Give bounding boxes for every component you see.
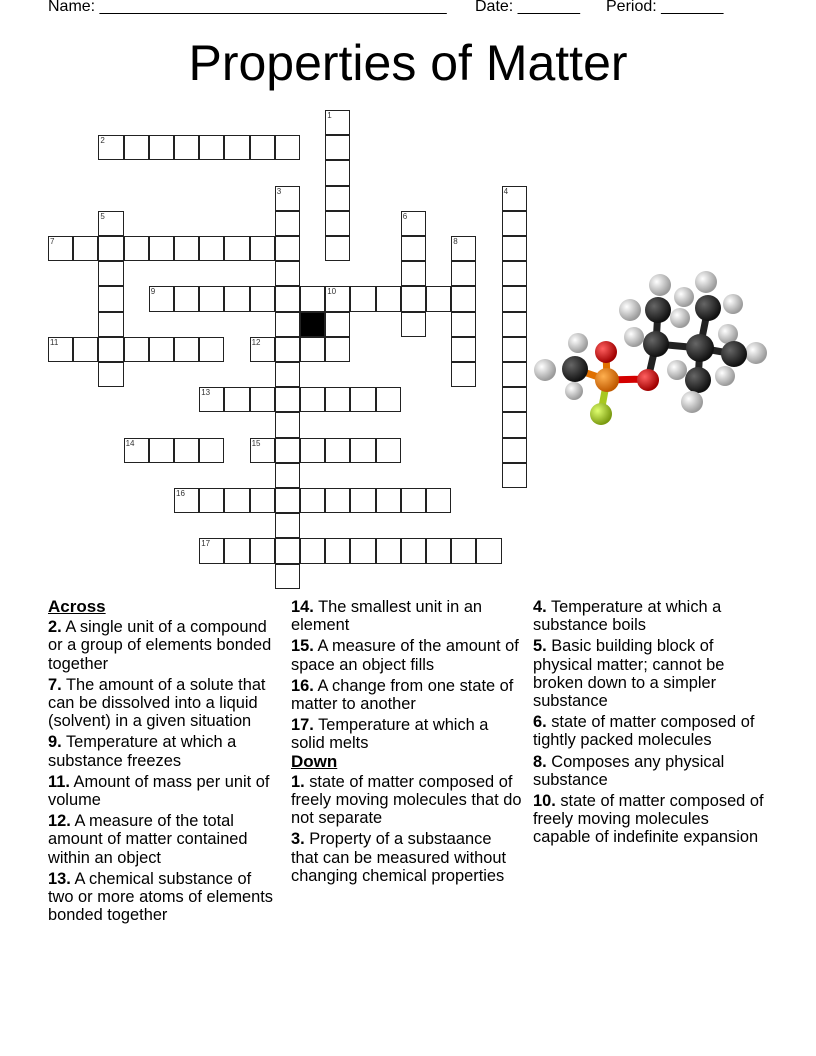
clue-text: A change from one state of matter to another — [291, 676, 514, 714]
clue-text: A single unit of a compound or a group of elements bonded together — [48, 618, 272, 673]
clue-down-6 — [533, 713, 765, 749]
grid-cell[interactable] — [124, 438, 149, 463]
grid-cell[interactable] — [426, 538, 451, 563]
clue-number: 12. — [48, 812, 71, 831]
clue-text: Amount of mass per unit of volume — [48, 772, 270, 810]
clue-number-label: 13 — [201, 388, 211, 398]
grid-cell[interactable] — [300, 438, 325, 463]
clue-number-label: 3 — [276, 186, 282, 196]
clue-number-label: 15 — [251, 438, 261, 448]
grid-cell[interactable] — [502, 312, 527, 337]
grid-cell[interactable] — [451, 362, 476, 387]
clue-text: Basic building block of physical matter; cannot be broken down to a simpler substance — [533, 637, 725, 711]
across-clues-column-1 — [48, 598, 280, 927]
grid-cell[interactable] — [250, 337, 275, 362]
clue-text: The smallest unit in an element — [291, 598, 483, 635]
clue-number-label: 11 — [50, 337, 59, 347]
grid-cell[interactable] — [325, 236, 350, 261]
grid-cell[interactable] — [502, 186, 527, 211]
clue-down-3 — [291, 830, 523, 885]
molecule-ball-and-stick-icon — [530, 262, 770, 438]
clue-across-2 — [48, 618, 280, 673]
grid-cell[interactable] — [502, 337, 527, 362]
grid-cell[interactable] — [350, 538, 375, 563]
clue-number-label: 5 — [100, 211, 105, 221]
grid-cell[interactable] — [250, 538, 275, 563]
grid-cell[interactable] — [275, 337, 300, 362]
grid-cell[interactable] — [300, 286, 325, 311]
grid-cell[interactable] — [124, 135, 149, 160]
grid-cell[interactable] — [275, 261, 300, 286]
grid-cell[interactable] — [502, 261, 527, 286]
clue-text: Composes any physical substance — [533, 752, 725, 789]
grid-cell[interactable] — [98, 261, 123, 286]
clue-number: 3. — [291, 830, 305, 849]
grid-cell[interactable] — [98, 236, 123, 261]
grid-cell[interactable] — [275, 438, 300, 463]
clue-down-5 — [533, 637, 765, 710]
clue-down-10 — [533, 792, 765, 847]
clue-number-label: 14 — [125, 438, 135, 448]
grid-cell[interactable] — [73, 236, 98, 261]
grid-cell[interactable] — [199, 337, 224, 362]
grid-cell[interactable] — [451, 261, 476, 286]
grid-cell-black — [300, 312, 325, 337]
grid-cell[interactable] — [401, 211, 426, 236]
grid-cell[interactable] — [250, 488, 275, 513]
grid-cell[interactable] — [451, 312, 476, 337]
clue-across-11 — [48, 773, 280, 809]
grid-cell[interactable] — [325, 488, 350, 513]
clue-text: A measure of the total amount of matter contained within an object — [48, 812, 248, 867]
grid-cell[interactable] — [199, 387, 224, 412]
grid-cell[interactable] — [401, 236, 426, 261]
grid-cell[interactable] — [300, 387, 325, 412]
grid-cell[interactable] — [401, 538, 426, 563]
clue-text: Temperature at which a substance freezes — [48, 733, 237, 770]
clue-number-label: 16 — [176, 489, 185, 498]
clue-text: Temperature at which a solid melts — [291, 716, 489, 753]
grid-cell[interactable] — [174, 135, 199, 160]
grid-cell[interactable] — [174, 337, 199, 362]
clue-text: state of matter composed of freely moving molecules capable of indefinite expansion — [533, 792, 764, 847]
clue-text: A measure of the amount of space an object fills — [291, 637, 519, 674]
grid-cell[interactable] — [401, 312, 426, 337]
grid-cell[interactable] — [98, 312, 123, 337]
page-title: Properties of Matter — [188, 35, 628, 91]
grid-cell[interactable] — [451, 538, 476, 563]
grid-cell[interactable] — [149, 135, 174, 160]
grid-cell[interactable] — [376, 488, 401, 513]
grid-cell[interactable] — [199, 438, 224, 463]
grid-cell[interactable] — [325, 211, 350, 236]
clue-down-8 — [533, 753, 765, 789]
grid-cell[interactable] — [502, 412, 527, 437]
grid-cell[interactable] — [98, 135, 123, 160]
grid-cell[interactable] — [275, 186, 300, 211]
grid-cell[interactable] — [325, 160, 350, 185]
clue-text: Temperature at which a substance boils — [533, 598, 722, 635]
clue-number: 9. — [48, 733, 62, 752]
grid-cell[interactable] — [174, 488, 199, 513]
clue-number: 17. — [291, 716, 314, 735]
clue-number: 15. — [291, 637, 314, 656]
clue-number-label: 2 — [100, 136, 105, 146]
clue-number: 2. — [48, 618, 62, 637]
clue-number-label: 1 — [327, 111, 332, 120]
clue-number-label: 4 — [503, 186, 509, 196]
grid-cell[interactable] — [98, 211, 123, 236]
grid-cell[interactable] — [224, 387, 249, 412]
clue-text: Property of a substaance that can be measured without changing chemical properties — [291, 830, 507, 885]
clue-across-15 — [291, 637, 523, 673]
grid-cell[interactable] — [376, 438, 401, 463]
clue-across-7 — [48, 676, 280, 731]
grid-cell[interactable] — [426, 488, 451, 513]
grid-cell[interactable] — [250, 286, 275, 311]
clue-across-16 — [291, 677, 523, 713]
grid-cell[interactable] — [224, 236, 249, 261]
clue-text: state of matter composed of tightly packed molecules — [533, 713, 755, 750]
grid-cell[interactable] — [401, 286, 426, 311]
grid-cell[interactable] — [502, 438, 527, 463]
grid-cell[interactable] — [502, 236, 527, 261]
clue-number: 10. — [533, 792, 556, 811]
grid-cell[interactable] — [502, 387, 527, 412]
clue-number: 14. — [291, 598, 314, 616]
clue-text: A chemical substance of two or more atoms of elements bonded together — [48, 869, 274, 925]
grid-cell[interactable] — [325, 135, 350, 160]
grid-cell[interactable] — [300, 488, 325, 513]
grid-cell[interactable] — [48, 236, 73, 261]
grid-cell[interactable] — [275, 312, 300, 337]
grid-cell[interactable] — [224, 488, 249, 513]
clue-across-13 — [48, 870, 280, 925]
grid-cell[interactable] — [325, 438, 350, 463]
grid-cell[interactable] — [275, 286, 300, 311]
grid-cell[interactable] — [174, 286, 199, 311]
clue-number-label: 17 — [201, 539, 211, 549]
clue-number: 6. — [533, 713, 547, 732]
grid-cell[interactable] — [325, 110, 350, 135]
date-field[interactable]: Date: _______ — [475, 0, 580, 15]
grid-cell[interactable] — [426, 286, 451, 311]
clues-column-2 — [291, 598, 523, 888]
clue-text: The amount of a solute that can be dissolved into a liquid (solvent) in a given situation — [48, 675, 266, 731]
grid-cell[interactable] — [325, 286, 350, 311]
grid-cell[interactable] — [275, 387, 300, 412]
grid-cell[interactable] — [199, 236, 224, 261]
grid-cell[interactable] — [401, 488, 426, 513]
grid-cell[interactable] — [502, 286, 527, 311]
grid-cell[interactable] — [149, 337, 174, 362]
clue-text: state of matter composed of freely moving molecules that do not separate — [291, 772, 522, 828]
clue-number: 5. — [533, 637, 547, 656]
grid-cell[interactable] — [376, 538, 401, 563]
grid-cell[interactable] — [174, 438, 199, 463]
clue-number: 8. — [533, 752, 547, 771]
clue-across-17 — [291, 716, 523, 752]
grid-cell[interactable] — [502, 362, 527, 387]
grid-cell[interactable] — [275, 236, 300, 261]
clue-number-label: 9 — [150, 287, 156, 297]
grid-cell[interactable] — [149, 286, 174, 311]
clue-number: 1. — [291, 772, 305, 791]
clue-number-label: 6 — [402, 211, 408, 221]
grid-cell[interactable] — [451, 286, 476, 311]
grid-cell[interactable] — [224, 286, 249, 311]
grid-cell[interactable] — [199, 538, 224, 563]
grid-cell[interactable] — [199, 135, 224, 160]
grid-cell[interactable] — [451, 236, 476, 261]
grid-cell[interactable] — [476, 538, 501, 563]
clue-down-1 — [291, 773, 523, 828]
name-field[interactable]: Name: _______________________________________ — [48, 0, 447, 15]
clue-across-12 — [48, 812, 280, 867]
grid-cell[interactable] — [350, 488, 375, 513]
grid-cell[interactable] — [325, 186, 350, 211]
grid-cell[interactable] — [300, 337, 325, 362]
grid-cell[interactable] — [250, 236, 275, 261]
grid-cell[interactable] — [199, 488, 224, 513]
clue-number: 4. — [533, 598, 547, 616]
grid-cell[interactable] — [325, 337, 350, 362]
grid-cell[interactable] — [350, 387, 375, 412]
clue-number-label: 12 — [251, 337, 261, 347]
down-heading: Down — [291, 751, 338, 771]
clue-number: 11. — [48, 772, 70, 791]
grid-cell[interactable] — [48, 337, 73, 362]
grid-cell[interactable] — [502, 211, 527, 236]
grid-cell[interactable] — [300, 538, 325, 563]
clue-down-4 — [533, 598, 765, 634]
clue-number-label: 10 — [327, 287, 337, 297]
grid-cell[interactable] — [451, 337, 476, 362]
clue-number: 7. — [48, 675, 62, 694]
grid-cell[interactable] — [275, 564, 300, 589]
clue-across-9 — [48, 733, 280, 769]
grid-cell[interactable] — [401, 261, 426, 286]
clue-number: 13. — [48, 869, 71, 888]
grid-cell[interactable] — [224, 538, 249, 563]
grid-cell[interactable] — [73, 337, 98, 362]
clue-number-label: 7 — [50, 237, 55, 246]
clue-number-label: 8 — [453, 237, 458, 246]
grid-cell[interactable] — [149, 236, 174, 261]
clue-across-14 — [291, 598, 523, 634]
down-clues-column-3 — [533, 598, 765, 850]
grid-cell[interactable] — [250, 387, 275, 412]
grid-cell[interactable] — [149, 438, 174, 463]
grid-cell[interactable] — [376, 286, 401, 311]
grid-cell[interactable] — [275, 211, 300, 236]
grid-cell[interactable] — [250, 135, 275, 160]
grid-cell[interactable] — [325, 312, 350, 337]
grid-cell[interactable] — [502, 463, 527, 488]
grid-cell[interactable] — [275, 488, 300, 513]
grid-cell[interactable] — [174, 236, 199, 261]
period-field[interactable]: Period: _______ — [606, 0, 724, 15]
grid-cell[interactable] — [124, 236, 149, 261]
grid-cell[interactable] — [250, 438, 275, 463]
grid-cell[interactable] — [124, 337, 149, 362]
grid-cell[interactable] — [275, 513, 300, 538]
clue-number: 16. — [291, 676, 314, 695]
grid-cell[interactable] — [224, 135, 249, 160]
grid-cell[interactable] — [98, 337, 123, 362]
grid-cell[interactable] — [275, 362, 300, 387]
grid-cell[interactable] — [376, 387, 401, 412]
grid-cell[interactable] — [325, 387, 350, 412]
grid-cell[interactable] — [98, 362, 123, 387]
grid-cell[interactable] — [98, 286, 123, 311]
grid-cell[interactable] — [275, 538, 300, 563]
grid-cell[interactable] — [275, 463, 300, 488]
grid-cell[interactable] — [199, 286, 224, 311]
grid-cell[interactable] — [275, 412, 300, 437]
grid-cell[interactable] — [350, 438, 375, 463]
grid-cell[interactable] — [325, 538, 350, 563]
across-heading: Across — [48, 597, 106, 616]
grid-cell[interactable] — [350, 286, 375, 311]
grid-cell[interactable] — [275, 135, 300, 160]
